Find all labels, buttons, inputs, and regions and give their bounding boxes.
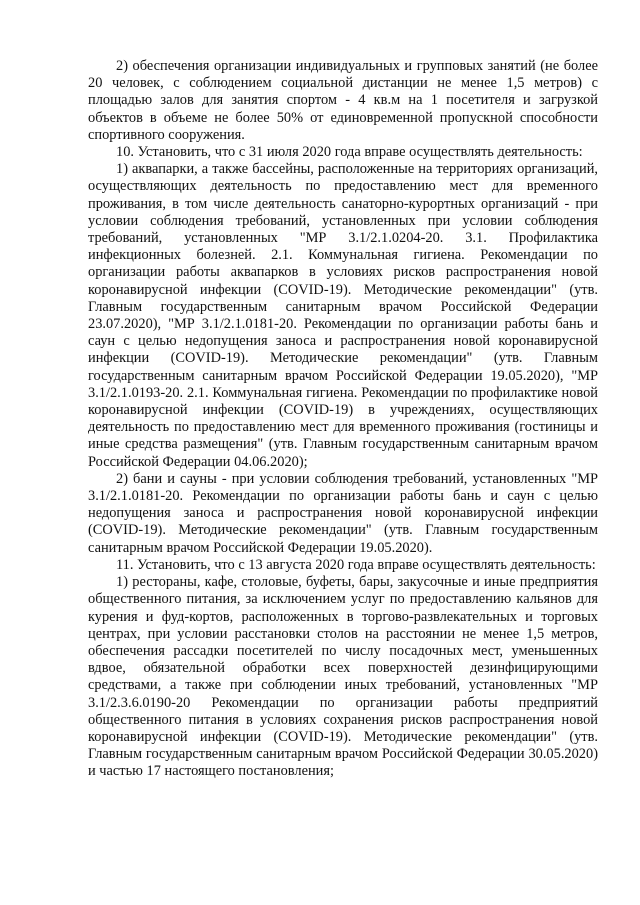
paragraph-10-1: 1) аквапарки, а также бассейны, расположенные на территориях организаций, осуществляющих деятельность по предоставлению мест для временного проживания, в том числе деятельность санаторно-курортных организаций - при условии соблюдения требований, установленных при условии соблюдения требований, установленных "МР 3.1/2.1.0204-20. 3.1. Профилактика инфекционных болезней. 2.1. Коммунальная гигиена. Рекомендации по организации работы аквапарков в условиях рисков распространения новой коронавирусной инфекции (COVID-19). Методические рекомендации" (утв. Главным государственным санитарным врачом Российской Федерации 23.07.2020), "МР 3.1/2.1.0181-20. Рекомендации по организации работы бань и саун с целью недопущения заноса и распространения новой коронавирусной инфекции (COVID-19). Методические рекомендации" (утв. Главным государственным санитарным врачом Российской Федерации 19.05.2020), "МР 3.1/2.1.0193-20. 2.1. Коммунальная гигиена. Рекомендации по профилактике новой коронавирусной инфекции (COVID-19) в учреждениях, осуществляющих деятельность по предоставлению мест для временного проживания (гостиницы и иные средства размещения" (утв. Главным государственным санитарным врачом Российской Федерации 04.06.2020);: [88, 161, 598, 470]
paragraph-11: 11. Установить, что с 13 августа 2020 года вправе осуществлять деятельность:: [116, 556, 596, 573]
paragraph-10: 10. Установить, что с 31 июля 2020 года вправе осуществлять деятельность:: [116, 144, 583, 161]
document-page: [88, 58, 598, 781]
paragraph-10-2: 2) бани и сауны - при условии соблюдения требований, установленных "МР 3.1/2.1.0181-20. Рекомендации по организации работы бань и саун с целью недопущения заноса и распространения новой коронавирусной инфекции (COVID-19). Методические рекомендации" (утв. Главным государственным санитарным врачом Российской Федерации 19.05.2020).: [88, 470, 598, 556]
paragraph-9-2: 2) обеспечения организации индивидуальных и групповых занятий (не более 20 человек, с соблюдением социальной дистанции не менее 1,5 метров) с площадью залов для занятия спортом - 4 кв.м на 1 посетителя и загрузкой объектов в объеме не более 50% от единовременной пропускной способности спортивного сооружения.: [88, 58, 598, 143]
paragraph-11-1: 1) рестораны, кафе, столовые, буфеты, бары, закусочные и иные предприятия общественного питания, за исключением услуг по предоставлению кальянов для курения и фуд-кортов, расположенных в торгово-развлекательных и торговых центрах, при условии расстановки столов на расстоянии не менее 1,5 метров, обеспечения рассадки посетителей по числу посадочных мест, уменьшенных вдвое, обязательной обработки всех поверхностей дезинфицирующими средствами, а также при соблюдении иных требований, установленных "МР 3.1/2.3.6.0190-20 Рекомендации по организации работы предприятий общественного питания в условиях сохранения рисков распространения новой коронавирусной инфекции (COVID-19). Методические рекомендации" (утв. Главным государственным санитарным врачом Российской Федерации 30.05.2020) и частью 17 настоящего постановления;: [88, 574, 598, 780]
